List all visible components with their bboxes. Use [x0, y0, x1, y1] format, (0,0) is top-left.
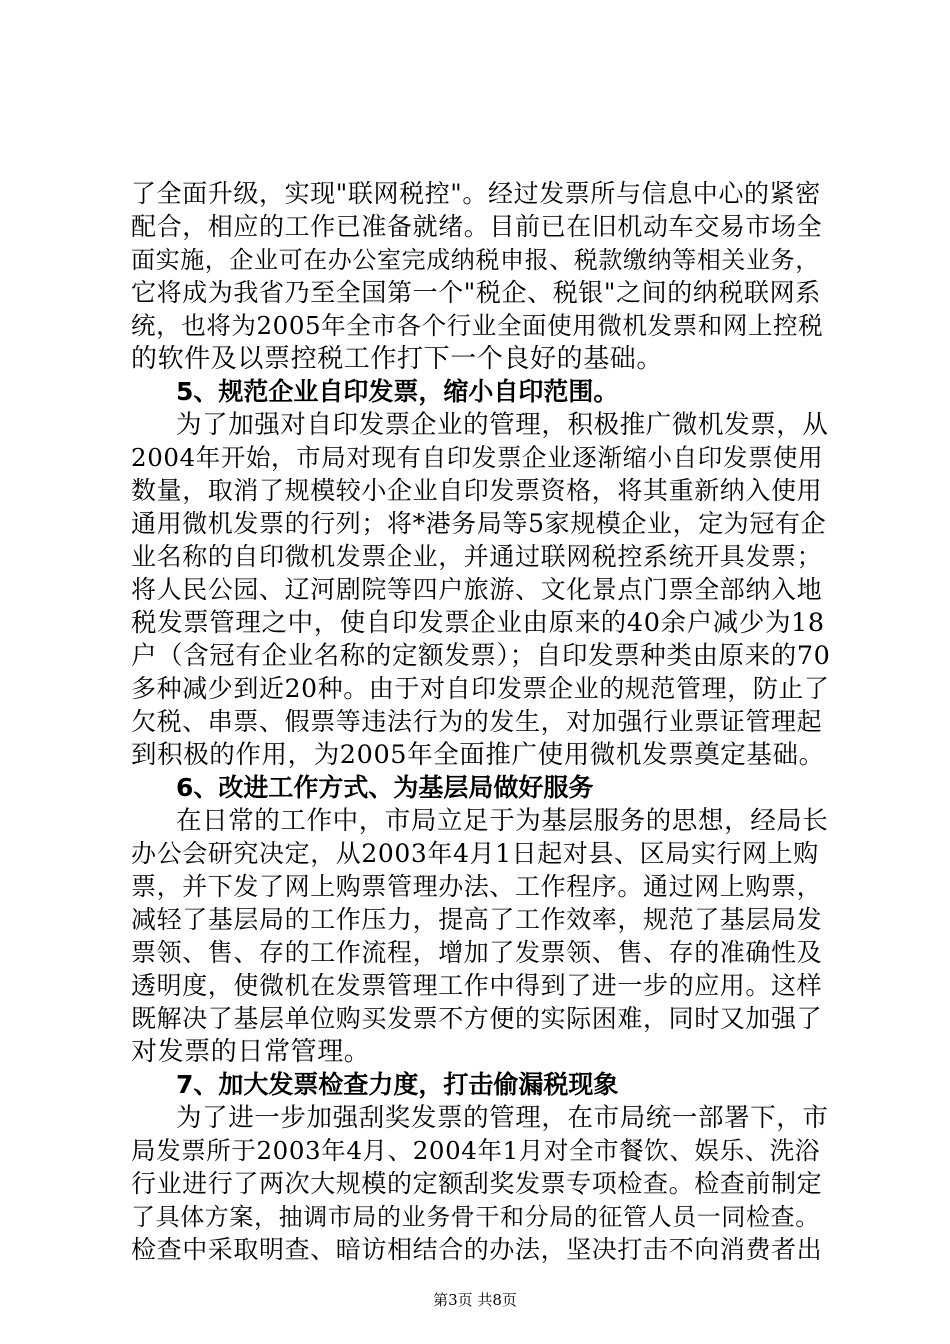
body-text-line: 在日常的工作中，市局立足于为基层服务的思想，经局长: [176, 806, 829, 836]
body-text-line: 到积极的作用，为2005年全面推广使用微机发票奠定基础。: [131, 740, 825, 770]
body-text-line: 了全面升级，实现"联网税控"。经过发票所与信息中心的紧密: [131, 179, 821, 208]
body-text-line: 局发票所于2003年4月、2004年1月对全市餐饮、娱乐、洗浴: [131, 1136, 820, 1165]
section-heading-7: 7、加大发票检查力度，打击偷漏税现象: [176, 1070, 619, 1099]
body-text-line: 了具体方案，抽调市局的业务骨干和分局的征管人员一同检查。: [131, 1203, 820, 1231]
page-footer: 第3页 共8页: [433, 1291, 517, 1309]
body-text-line: 税发票管理之中，使自印发票企业由原来的40余户减少为18: [131, 608, 825, 638]
section-heading-6: 6、改进工作方式、为基层局做好服务: [176, 773, 594, 802]
section-heading-5: 5、规范企业自印发票，缩小自印范围。: [176, 377, 619, 406]
body-text-line: 对发票的日常管理。: [131, 1037, 371, 1067]
body-text-line: 2004年开始，市局对现有自印发票企业逐渐缩小自印发票使用: [131, 443, 824, 472]
body-text-line: 减轻了基层局的工作压力，提高了工作效率，规范了基层局发: [131, 905, 823, 934]
body-text-line: 票领、售、存的工作流程，增加了发票领、售、存的准确性及: [131, 938, 823, 967]
body-text-line: 将人民公园、辽河剧院等四户旅游、文化景点门票全部纳入地: [131, 575, 823, 604]
body-text-line: 配合，相应的工作已准备就绪。目前已在旧机动车交易市场全: [131, 212, 823, 241]
body-text-line: 它将成为我省乃至全国第一个"税企、税银"之间的纳税联网系: [131, 278, 821, 307]
body-text-line: 既解决了基层单位购买发票不方便的实际困难，同时又加强了: [131, 1004, 823, 1033]
body-text-line: 票，并下发了网上购票管理办法、工作程序。通过网上购票，: [131, 872, 823, 901]
body-text-line: 数量，取消了规模较小企业自印发票资格，将其重新纳入使用: [131, 476, 823, 505]
body-text-line: 检查中采取明查、暗访相结合的办法，坚决打击不向消费者出: [131, 1235, 823, 1264]
body-text-line: 业名称的自印微机发票企业，并通过联网税控系统开具发票；: [131, 542, 823, 571]
body-text-line: 为了进一步加强刮奖发票的管理，在市局统一部署下，市: [176, 1103, 829, 1133]
body-text-line: 办公会研究决定，从2003年4月1日起对县、区局实行网上购: [131, 839, 819, 868]
body-text-line: 欠税、串票、假票等违法行为的发生，对加强行业票证管理起: [131, 707, 823, 736]
body-text-line: 的软件及以票控税工作打下一个良好的基础。: [131, 344, 664, 374]
body-text-line: 户（含冠有企业名称的定额发票）；自印发票种类由原来的70: [131, 641, 831, 671]
body-text-line: 行业进行了两次大规模的定额刮奖发票专项检查。检查前制定: [131, 1169, 823, 1198]
body-text-line: 透明度，使微机在发票管理工作中得到了进一步的应用。这样: [131, 971, 823, 1000]
body-text-line: 为了加强对自印发票企业的管理，积极推广微机发票，从: [176, 410, 829, 440]
body-text-line: 多种减少到近20种。由于对自印发票企业的规范管理，防止了: [131, 674, 830, 703]
body-text-line: 统，也将为2005年全市各个行业全面使用微机发票和网上控税: [131, 311, 824, 340]
body-text-line: 通用微机发票的行列；将*港务局等5家规模企业，定为冠有企: [131, 509, 827, 538]
body-text-line: 面实施，企业可在办公室完成纳税申报、税款缴纳等相关业务，: [131, 246, 820, 274]
